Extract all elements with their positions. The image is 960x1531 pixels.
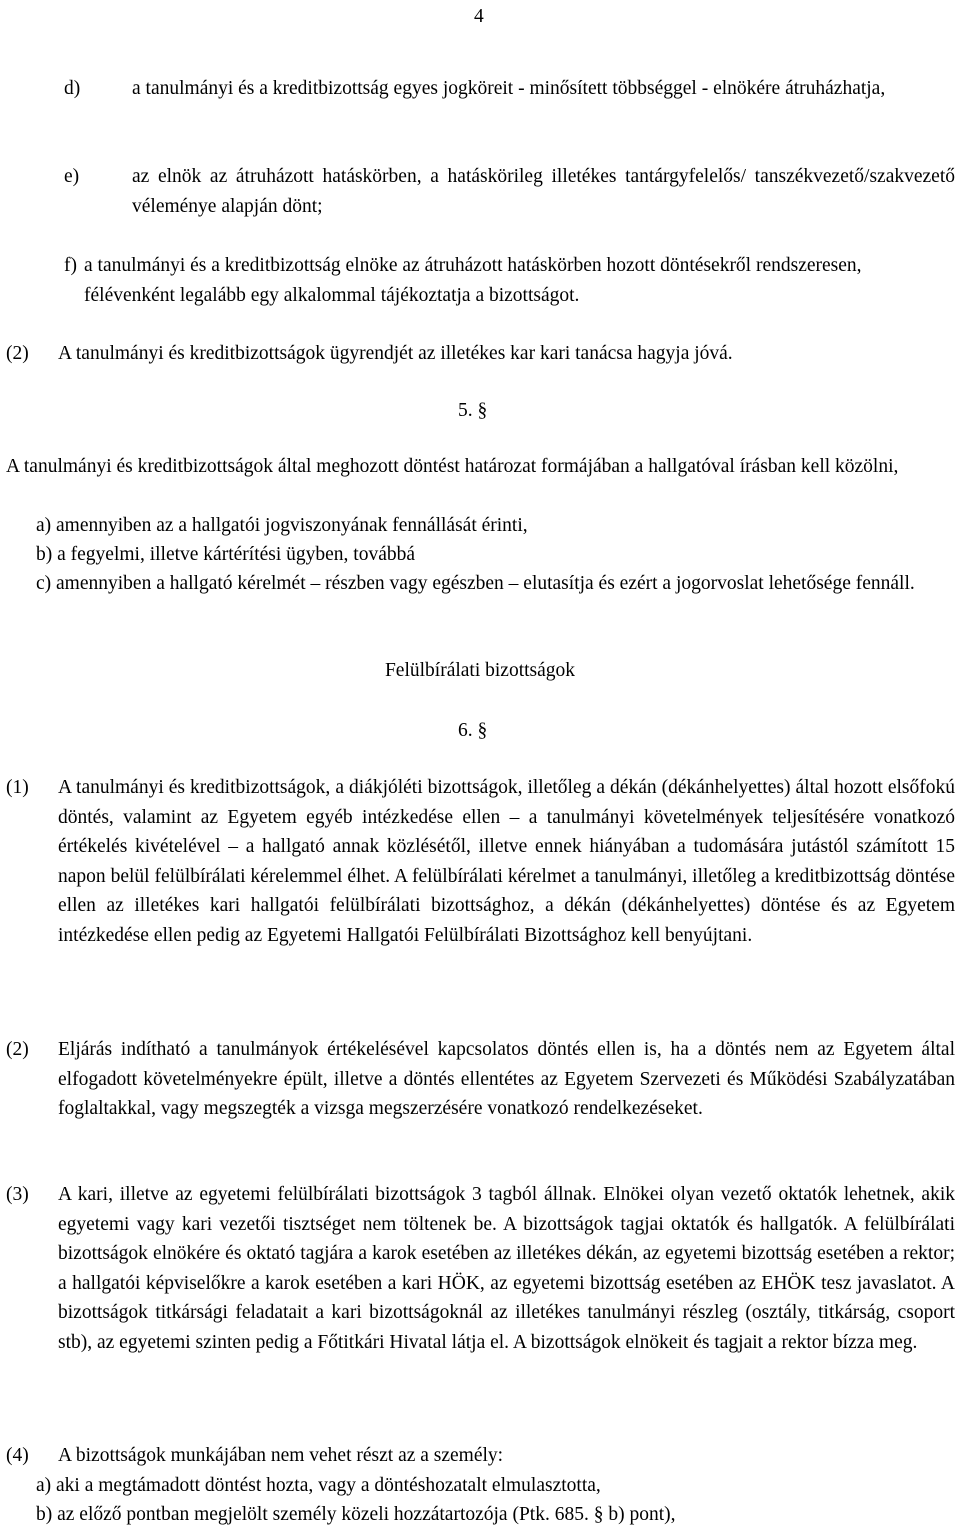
list-item: c) amennyiben a hallgató kérelmét – részben vagy egészben – elutasítja és ezért a jogorvoslat lehetősége fennáll. xyxy=(36,573,915,594)
paragraph-label: (1) xyxy=(6,777,29,798)
subtitle: Felülbírálati bizottságok xyxy=(384,660,576,681)
paragraph-text: A bizottságok munkájában nem vehet részt az a személy: xyxy=(58,1445,504,1466)
list-item-text: a tanulmányi és a kreditbizottság elnöke az átruházott hatáskörben hozott döntésekről rendszeresen, félévenként legalább egy alkalommal tájékoztatja a bizottságot. xyxy=(84,255,862,306)
list-item-label: e) xyxy=(64,166,80,187)
paragraph-label: (2) xyxy=(6,343,29,364)
list-item-label: d) xyxy=(64,78,81,99)
paragraph-text: A tanulmányi és kreditbizottságok, a diákjóléti bizottságok, illetőleg a dékán (dékánhelyettes) által hozott elsőfokú döntés, valamint az Egyetem egyéb intézkedése ellen – a tanulmányi követelmények teljesítésére vonatkozó értékelés kivételével – a hallgató annak közlésétől, illetve ennek hiányában a tudomására jutástól számított 15 napon belül felülbírálati kérelemmel élhet. A felülbírálati kérelmet a tanulmányi, illetőleg a kreditbizottság döntése ellen az illetékes kari hallgatói felülbírálati bizottsághoz, a dékán (dékánhelyettes) döntése és az Egyetem intézkedése ellen pedig az Egyetemi Hallgatói Felülbírálati Bizottsághoz kell benyújtani. xyxy=(58,777,955,946)
paragraph-text: Eljárás indítható a tanulmányok értékelésével kapcsolatos döntés ellen is, ha a döntés nem az Egyetem által elfogadott követelményekre épült, illetve a döntés ellentétes az Egyetem Szervezeti és Működési Szabályzatában foglaltakkal, vagy megszegték a vizsga megszerzésére vonatkozó rendelkezéseket. xyxy=(58,1039,955,1119)
paragraph-label: (3) xyxy=(6,1184,29,1205)
list-item: b) a fegyelmi, illetve kártérítési ügyben, továbbá xyxy=(36,544,416,565)
page-number: 4 xyxy=(474,6,484,27)
paragraph-label: (4) xyxy=(6,1445,29,1466)
paragraph-label: (2) xyxy=(6,1039,29,1060)
section-heading: 5. § xyxy=(458,400,488,421)
section-intro: A tanulmányi és kreditbizottságok által meghozott döntést határozat formájában a hallgatóval írásban kell közölni, xyxy=(6,456,899,477)
list-item: b) az előző pontban megjelölt személy közeli hozzátartozója (Ptk. 685. § b) pont), xyxy=(36,1504,676,1525)
paragraph-text: A tanulmányi és kreditbizottságok ügyrendjét az illetékes kar kari tanácsa hagyja jóvá. xyxy=(58,343,733,364)
list-item: a) aki a megtámadott döntést hozta, vagy a döntéshozatalt elmulasztotta, xyxy=(36,1475,601,1496)
list-item-label: f) xyxy=(64,255,77,276)
paragraph-text: A kari, illetve az egyetemi felülbírálati bizottságok 3 tagból állnak. Elnökei olyan vezető oktatók lehetnek, akik egyetemi vagy kari vezetői tisztséget nem töltenek be. A bizottságok tagjai oktatók és hallgatók. A felülbírálati bizottságok elnökére és oktató tagjára a karok esetében az illetékes dékán, az egyetemi bizottság esetében a rektor; a hallgatói képviselőkre a karok esetében a kari HÖK, az egyetemi bizottság esetében az EHÖK tesz javaslatot. A bizottságok titkársági feladatait a kari bizottságoknál az illetékes tanulmányi részleg (osztály, titkárság, csoport stb), az egyetemi szinten pedig a Főtitkári Hivatal látja el. A bizottságok elnökeit és tagjait a rektor bízza meg. xyxy=(58,1184,955,1353)
list-item-text: a tanulmányi és a kreditbizottság egyes jogköreit - minősített többséggel - elnökére átruházhatja, xyxy=(132,78,886,99)
section-heading: 6. § xyxy=(458,720,488,741)
list-item-text: az elnök az átruházott hatáskörben, a hatáskörileg illetékes tantárgyfelelős/ tanszékvezető/szakvezető véleménye alapján dönt; xyxy=(132,166,955,217)
list-item: a) amennyiben az a hallgatói jogviszonyának fennállását érinti, xyxy=(36,515,528,536)
